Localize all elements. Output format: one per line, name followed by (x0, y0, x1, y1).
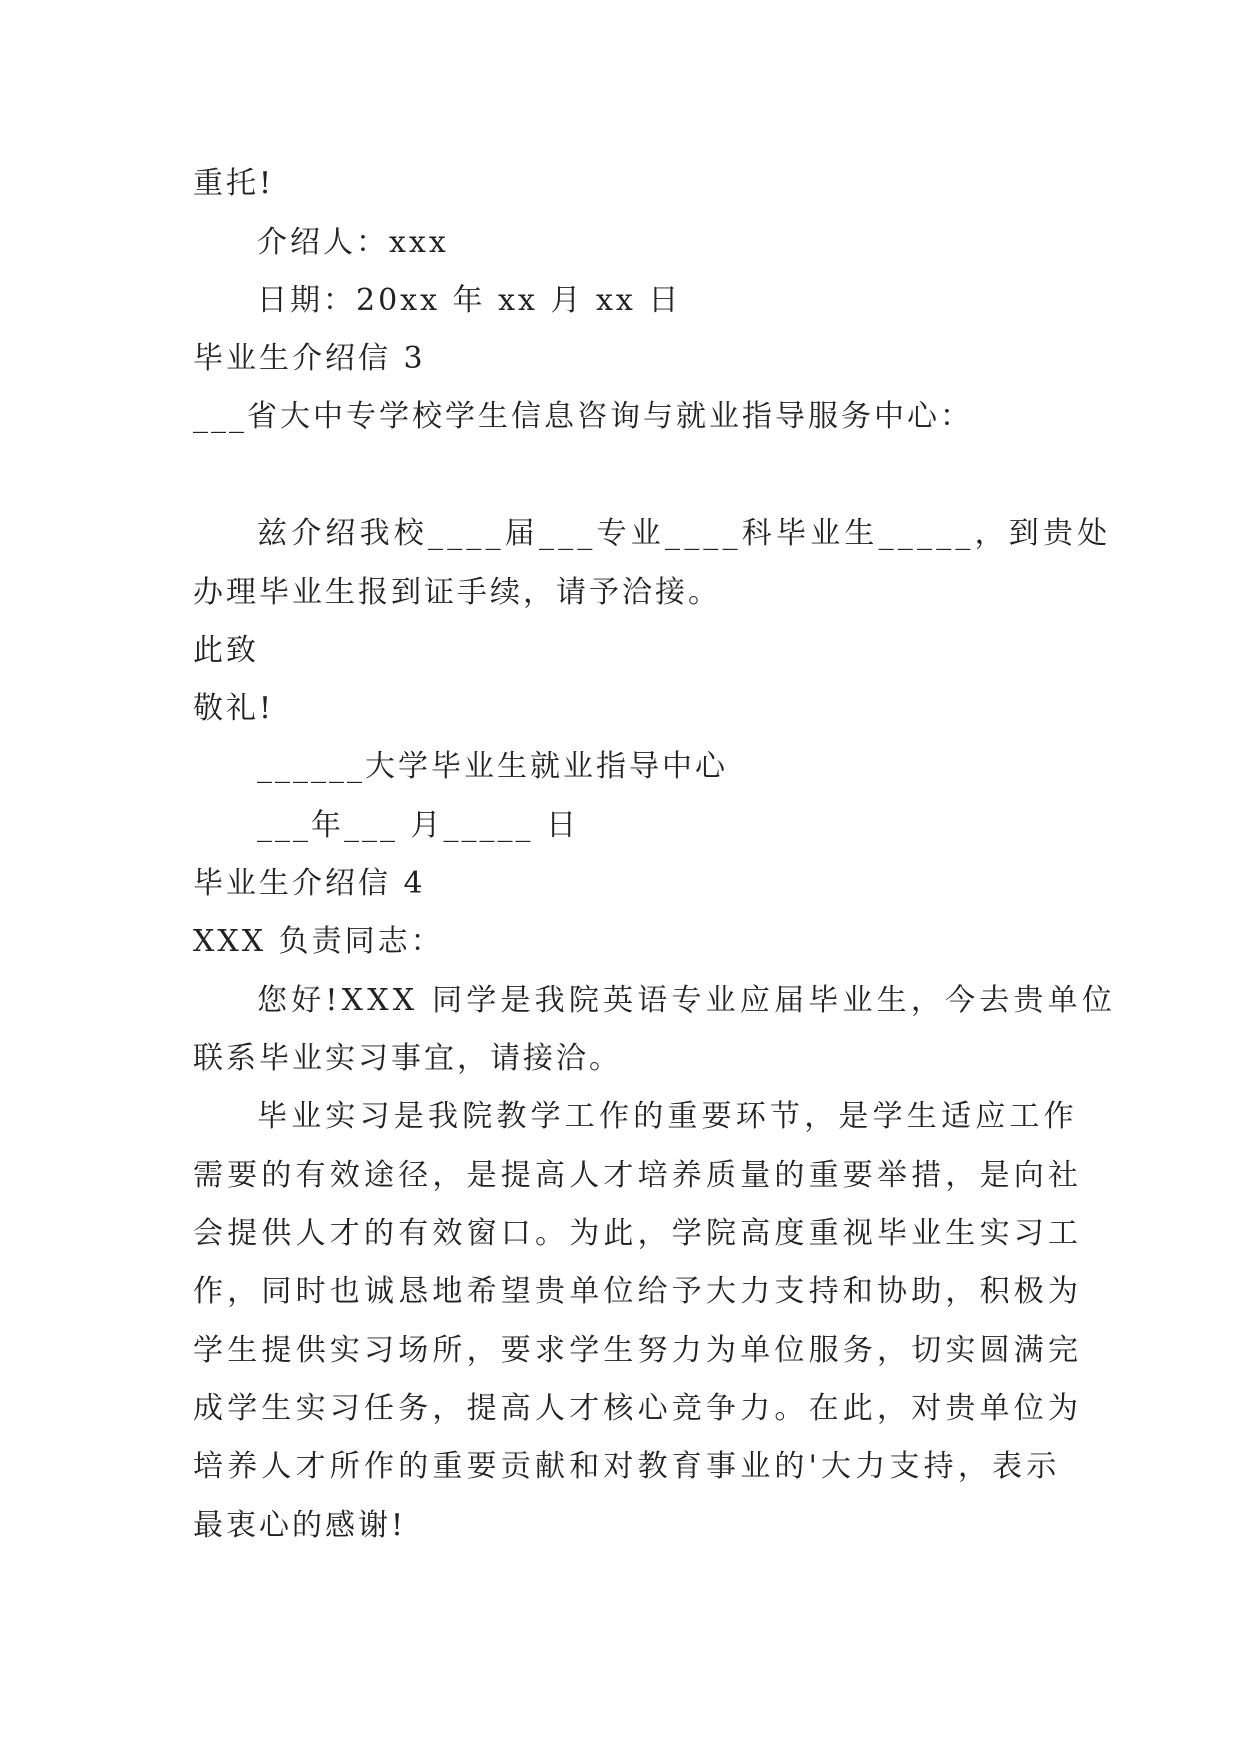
body-paragraph-line: 培养人才所作的重要贡献和对教育事业的'大力支持，表示 (193, 1449, 1061, 1484)
salutation-line: 敬礼! (193, 691, 275, 726)
addressee-line: XXX 负责同志： (193, 924, 444, 959)
addressee-line: ___省大中专学校学生信息咨询与就业指导服务中心： (193, 399, 973, 434)
section-heading-4: 毕业生介绍信 4 (193, 866, 426, 901)
salutation-line: 此致 (193, 633, 259, 668)
body-paragraph-line: 联系毕业实习事宜，请接洽。 (193, 1041, 622, 1076)
signature-date-line: ___年___ 月_____ 日 (257, 808, 580, 843)
signature-org-line: ______大学毕业生就业指导中心 (257, 749, 728, 784)
body-paragraph-line: 需要的有效途径，是提高人才培养质量的重要举措，是向社 (193, 1158, 1083, 1193)
body-paragraph-line: 作，同时也诚恳地希望贵单位给予大力支持和协助，积极为 (193, 1274, 1083, 1309)
body-paragraph-line: 成学生实习任务，提高人才核心竞争力。在此，对贵单位为 (193, 1391, 1083, 1426)
body-paragraph-line: 学生提供实习场所，要求学生努力为单位服务，切实圆满完 (193, 1333, 1083, 1368)
body-paragraph-line: 最衷心的感谢! (193, 1508, 407, 1543)
text-line-closing-fragment: 重托! (193, 166, 275, 201)
body-paragraph-line: 兹介绍我校____届___专业____科毕业生_____，到贵处 (257, 516, 1112, 551)
body-paragraph-line: 办理毕业生报到证手续，请予洽接。 (193, 575, 721, 610)
body-paragraph-line: 会提供人才的有效窗口。为此，学院高度重视毕业生实习工 (193, 1216, 1083, 1251)
body-paragraph-line: 您好!XXX 同学是我院英语专业应届毕业生，今去贵单位 (257, 983, 1117, 1018)
body-paragraph-line: 毕业实习是我院教学工作的重要环节，是学生适应工作 (257, 1099, 1078, 1134)
introducer-line: 介绍人：xxx (257, 225, 449, 260)
date-line: 日期：20xx 年 xx 月 xx 日 (257, 283, 682, 318)
section-heading-3: 毕业生介绍信 3 (193, 341, 426, 376)
